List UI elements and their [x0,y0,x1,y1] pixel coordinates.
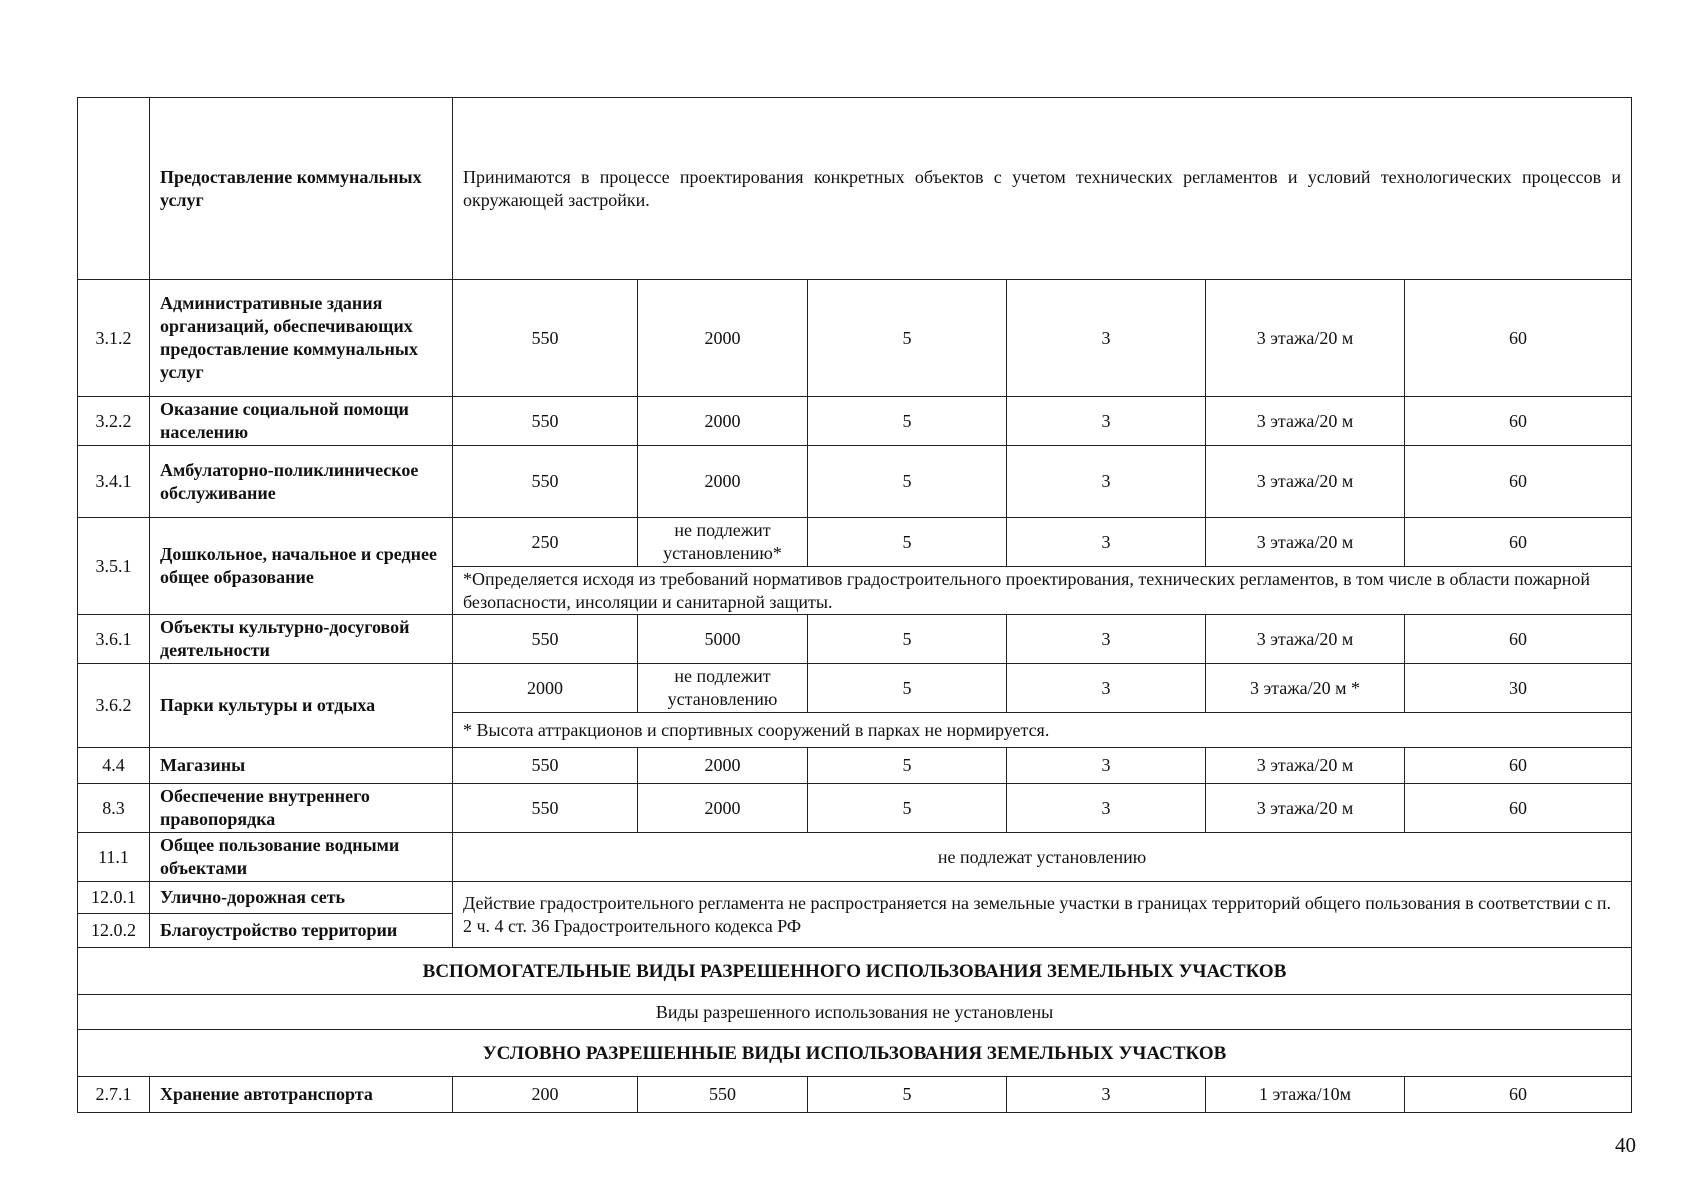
value-cell: 60 [1405,446,1632,518]
footnote-cell: * Высота аттракционов и спортивных сооружений в парках не нормируется. [453,713,1632,748]
table-row [78,784,1632,833]
value-cell: 3 этажа/20 м [1206,446,1405,518]
value-cell: 60 [1405,784,1632,833]
value-cell: 60 [1405,518,1632,567]
value-cell: 30 [1405,664,1632,713]
table-row [78,280,1632,397]
value-cell: 3 [1007,784,1206,833]
name-cell: Дошкольное, начальное и среднее общее образование [150,518,453,615]
description-cell: Принимаются в процессе проектирования конкретных объектов с учетом технических регламентов и условий технологических процессов и окружающей застройки. [453,98,1632,280]
value-cell: 3 [1007,1077,1206,1113]
code-cell: 3.1.2 [78,280,150,397]
value-cell: 2000 [638,446,808,518]
name-cell: Предоставление коммунальных услуг [150,98,453,280]
value-cell: 5 [808,518,1007,567]
code-cell: 11.1 [78,833,150,882]
shared-note-cell: Действие градостроительного регламента не распространяется на земельные участки в границах территорий общего пользования в соответствии с п. 2 ч. 4 ст. 36 Градостроительного кодекса РФ [453,882,1632,948]
value-cell: 3 [1007,446,1206,518]
value-cell: 3 этажа/20 м [1206,280,1405,397]
value-cell: 1 этажа/10м [1206,1077,1405,1113]
code-cell: 3.6.1 [78,615,150,664]
value-cell: 550 [453,446,638,518]
value-cell: 550 [453,784,638,833]
code-cell: 12.0.2 [78,914,150,948]
name-cell: Амбулаторно-поликлиническое обслуживание [150,446,453,518]
table-row [78,446,1632,518]
table-row [78,397,1632,446]
regulations-table [77,97,1632,1113]
merged-value-cell: не подлежат установлению [453,833,1632,882]
name-cell: Общее пользование водными объектами [150,833,453,882]
value-cell: 3 этажа/20 м * [1206,664,1405,713]
value-cell: 60 [1405,280,1632,397]
footnote-cell: *Определяется исходя из требований нормативов градостроительного проектирования, технических регламентов, в том числе в области пожарной безопасности, инсоляции и санитарной защиты. [453,567,1632,615]
code-cell: 8.3 [78,784,150,833]
value-cell: 2000 [638,280,808,397]
table-row [78,98,1632,280]
value-cell: 550 [638,1077,808,1113]
name-cell: Магазины [150,748,453,784]
code-cell: 3.4.1 [78,446,150,518]
value-cell: 3 этажа/20 м [1206,397,1405,446]
code-cell [78,98,150,280]
value-cell: 3 [1007,397,1206,446]
name-cell: Улично-дорожная сеть [150,882,453,914]
value-cell: 5 [808,784,1007,833]
value-cell: 3 [1007,748,1206,784]
value-cell: 5 [808,1077,1007,1113]
code-cell: 12.0.1 [78,882,150,914]
name-cell: Хранение автотранспорта [150,1077,453,1113]
table-row [78,615,1632,664]
value-cell: 3 [1007,615,1206,664]
value-cell: 5 [808,748,1007,784]
code-cell: 4.4 [78,748,150,784]
code-cell: 3.6.2 [78,664,150,748]
value-cell: 2000 [638,784,808,833]
value-cell: не подлежит установлению* [638,518,808,567]
value-cell: 3 [1007,280,1206,397]
code-cell: 2.7.1 [78,1077,150,1113]
value-cell: 5000 [638,615,808,664]
name-cell: Оказание социальной помощи населению [150,397,453,446]
name-cell: Обеспечение внутреннего правопорядка [150,784,453,833]
name-cell: Административные здания организаций, обеспечивающих предоставление коммунальных услуг [150,280,453,397]
value-cell: 3 [1007,664,1206,713]
value-cell: 3 этажа/20 м [1206,518,1405,567]
value-cell: 2000 [638,397,808,446]
section-header-row [78,948,1632,995]
value-cell: 200 [453,1077,638,1113]
value-cell: 5 [808,615,1007,664]
code-cell: 3.2.2 [78,397,150,446]
value-cell: 5 [808,446,1007,518]
value-cell: 3 [1007,518,1206,567]
table-row [78,518,1632,567]
value-cell: 3 этажа/20 м [1206,615,1405,664]
name-cell: Парки культуры и отдыха [150,664,453,748]
name-cell: Благоустройство территории [150,914,453,948]
table-row [78,833,1632,882]
value-cell: 250 [453,518,638,567]
code-cell: 3.5.1 [78,518,150,615]
table-row [78,1077,1632,1113]
table-row [78,882,1632,914]
value-cell: 60 [1405,1077,1632,1113]
table-row [78,995,1632,1030]
value-cell: 5 [808,664,1007,713]
value-cell: 5 [808,280,1007,397]
value-cell: 5 [808,397,1007,446]
value-cell: 550 [453,397,638,446]
value-cell: 2000 [638,748,808,784]
value-cell: 3 этажа/20 м [1206,748,1405,784]
value-cell: 2000 [453,664,638,713]
value-cell: 550 [453,280,638,397]
section-heading: УСЛОВНО РАЗРЕШЕННЫЕ ВИДЫ ИСПОЛЬЗОВАНИЯ ЗЕМЕЛЬНЫХ УЧАСТКОВ [78,1030,1632,1077]
value-cell: 550 [453,748,638,784]
value-cell: 60 [1405,615,1632,664]
value-cell: 550 [453,615,638,664]
value-cell: не подлежит установлению [638,664,808,713]
value-cell: 3 этажа/20 м [1206,784,1405,833]
table-row [78,664,1632,713]
section-header-row [78,1030,1632,1077]
value-cell: 60 [1405,397,1632,446]
section-text: Виды разрешенного использования не установлены [78,995,1632,1030]
table-row [78,748,1632,784]
section-heading: ВСПОМОГАТЕЛЬНЫЕ ВИДЫ РАЗРЕШЕННОГО ИСПОЛЬЗОВАНИЯ ЗЕМЕЛЬНЫХ УЧАСТКОВ [78,948,1632,995]
name-cell: Объекты культурно-досуговой деятельности [150,615,453,664]
page-number: 40 [1615,1133,1636,1157]
value-cell: 60 [1405,748,1632,784]
